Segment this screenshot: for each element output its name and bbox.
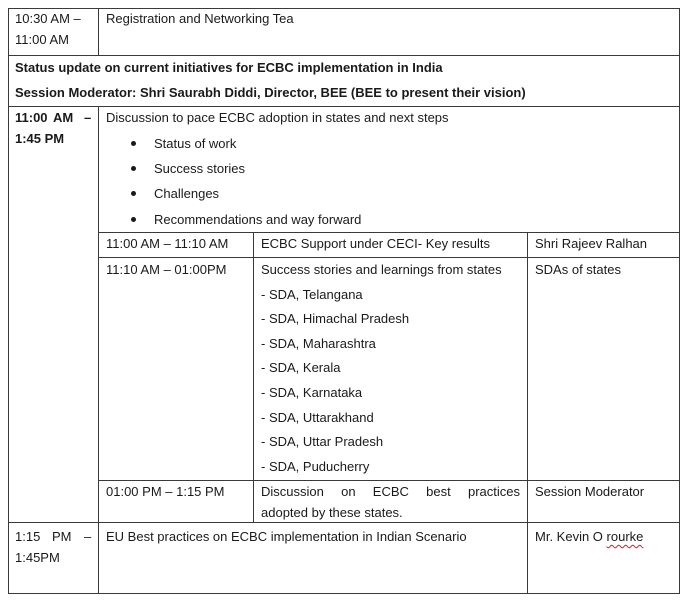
row-divider [8, 106, 680, 107]
time-cell: 1:45 PM [15, 131, 65, 146]
list-item: - SDA, Telangana [261, 287, 363, 302]
sub-row-divider [98, 257, 680, 258]
bullet-icon [131, 141, 136, 146]
topic-word: practices [467, 484, 520, 499]
speaker-cell: Shri Rajeev Ralhan [535, 236, 648, 251]
sub-topic-cell-line2: adopted by these states. [261, 505, 403, 520]
time-cell: 11:00 AM [15, 32, 69, 47]
list-item: - SDA, Maharashtra [261, 336, 376, 351]
table-border-bottom [8, 593, 680, 594]
col-divider [98, 8, 99, 56]
time-cell: 1:45PM [15, 550, 60, 565]
topic-word: Discussion [261, 484, 324, 499]
list-item: - SDA, Himachal Pradesh [261, 311, 410, 326]
sub-col-divider [527, 522, 528, 594]
bullet-icon [131, 217, 136, 222]
speaker-cell [535, 527, 643, 547]
list-item: - SDA, Uttar Pradesh [261, 434, 384, 449]
bullet-icon [131, 191, 136, 196]
time-cell: – [84, 110, 92, 125]
spellcheck-flagged-word: rourke [606, 529, 644, 544]
table-border-right [679, 8, 680, 594]
topic-word: best [426, 484, 451, 499]
sub-row-divider [98, 232, 680, 233]
table-border-left [8, 8, 9, 594]
time-cell: – [84, 529, 92, 544]
sub-topic-cell: Success stories and learnings from states [261, 262, 502, 277]
time-cell: PM [52, 529, 72, 544]
sub-col-divider [253, 232, 254, 523]
list-item: Recommendations and way forward [154, 212, 362, 227]
time-cell: 11:00 [15, 110, 48, 125]
sub-topic-cell: ECBC Support under CECI- Key results [261, 236, 491, 251]
row-divider [8, 55, 680, 56]
agenda-item-title: Discussion to pace ECBC adoption in states and next steps [106, 110, 449, 125]
sub-row-divider [98, 480, 680, 481]
speaker-cell: Session Moderator [535, 484, 645, 499]
bullet-icon [131, 166, 136, 171]
list-item: Success stories [154, 161, 246, 176]
agenda-item-title: EU Best practices on ECBC implementation in Indian Scenario [106, 529, 467, 544]
topic-word: ECBC [372, 484, 409, 499]
time-cell: 10:30 AM – [15, 11, 81, 26]
session-title: Status update on current initiatives for ECBC implementation in India [15, 60, 443, 75]
sub-topic-cell [261, 482, 520, 502]
sub-time-cell: 01:00 PM – 1:15 PM [106, 484, 225, 499]
list-item: - SDA, Uttarakhand [261, 410, 374, 425]
topic-word: on [341, 484, 356, 499]
list-item: - SDA, Puducherry [261, 459, 370, 474]
sub-col-divider [527, 232, 528, 523]
col-divider [98, 106, 99, 594]
time-cell: AM [53, 110, 74, 125]
time-cell: 1:15 [15, 529, 41, 544]
session-moderator: Session Moderator: Shri Saurabh Diddi, Director, BEE (BEE to present their vision) [15, 85, 526, 100]
list-item: - SDA, Kerala [261, 360, 341, 375]
list-item: - SDA, Karnataka [261, 385, 363, 400]
list-item: Status of work [154, 136, 237, 151]
speaker-cell: SDAs of states [535, 262, 621, 277]
sub-time-cell: 11:10 AM – 01:00PM [106, 262, 227, 277]
speaker-name: Mr. Kevin O [535, 529, 607, 544]
sub-time-cell: 11:00 AM – 11:10 AM [106, 236, 229, 251]
agenda-item-title: Registration and Networking Tea [106, 11, 294, 26]
list-item: Challenges [154, 186, 220, 201]
